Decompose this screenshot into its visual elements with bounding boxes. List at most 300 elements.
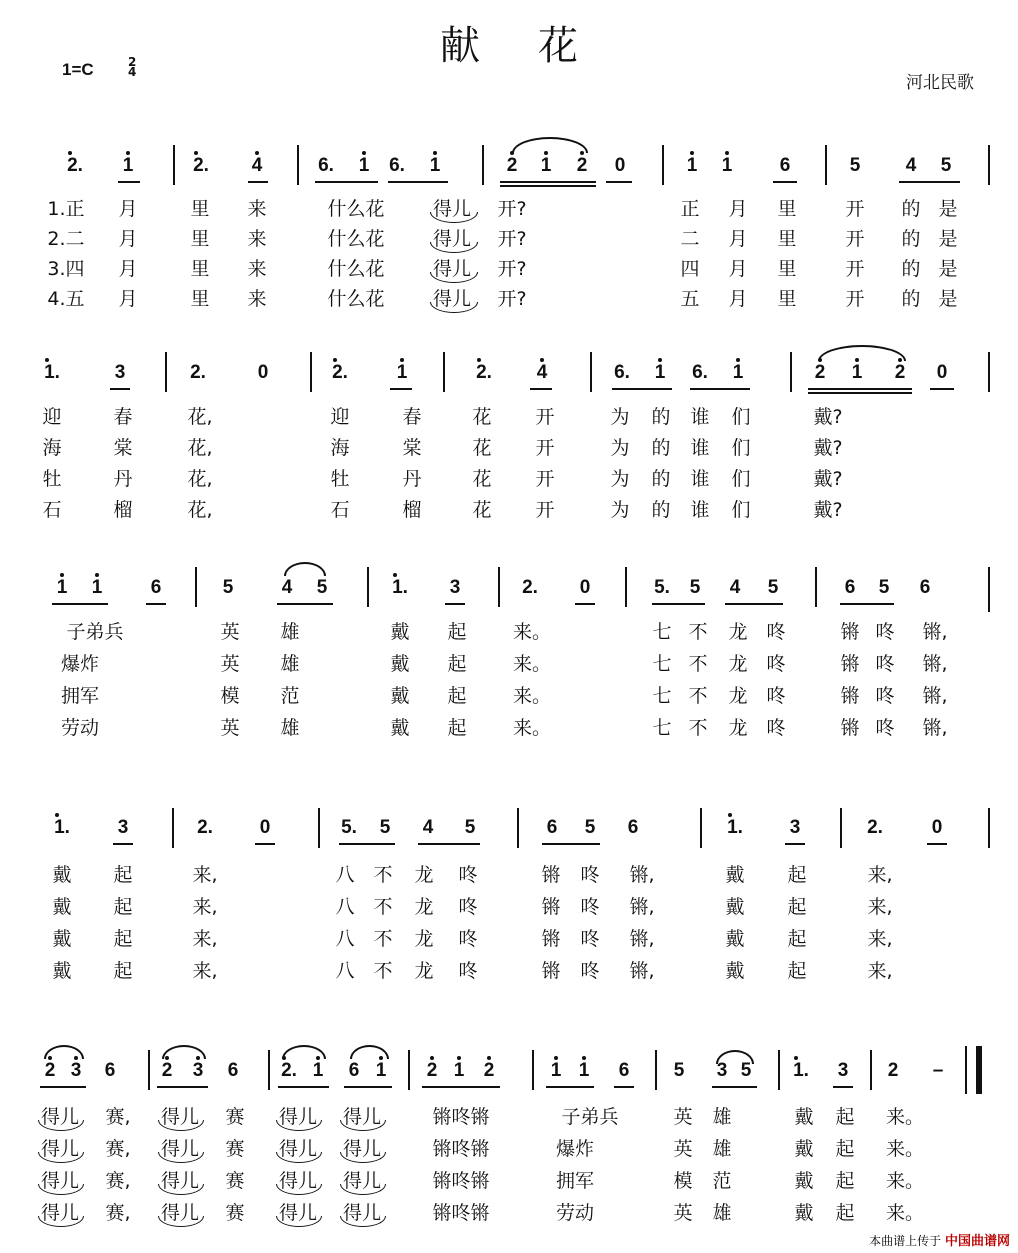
lyric: 起 [787, 864, 807, 886]
note: 1 [578, 1060, 590, 1081]
lyric: 戴 [52, 864, 72, 886]
lyric: 龙 [728, 653, 748, 675]
lyric: 丹 [402, 468, 422, 490]
note: 6. [389, 155, 405, 176]
lyric-slur [38, 1216, 84, 1227]
lyric: 得儿 [432, 288, 472, 310]
lyric: 赛 [225, 1106, 245, 1128]
lyric: 们 [731, 499, 751, 521]
time-signature-bottom: 4 [128, 65, 137, 79]
lyric: 锵 [840, 685, 860, 707]
lyric: 模 [673, 1170, 693, 1192]
note: 1 [396, 362, 408, 383]
lyric: 月 [118, 258, 138, 280]
note: 6 [844, 577, 856, 598]
lyric: 咚 [580, 960, 600, 982]
lyric: 来, [867, 928, 893, 950]
lyric: 为 [610, 406, 630, 428]
lyric: 迎 [330, 406, 350, 428]
note: 1 [851, 362, 863, 383]
note: 5 [689, 577, 701, 598]
barline [976, 1046, 982, 1094]
lyric: 来, [192, 896, 218, 918]
lyric: 是 [938, 288, 958, 310]
octave-dot [582, 1056, 586, 1060]
lyric: 棠 [113, 437, 133, 459]
lyric: 咚 [875, 685, 895, 707]
lyric: 咚 [766, 621, 786, 643]
barline [367, 567, 369, 607]
lyric: 戴? [813, 406, 843, 428]
note: 0 [931, 817, 943, 838]
lyric: 咚 [580, 864, 600, 886]
octave-dot [255, 151, 259, 155]
lyric: 范 [280, 685, 300, 707]
underline [808, 388, 912, 390]
lyric: 来, [192, 864, 218, 886]
underline [52, 603, 108, 605]
note: 3 [114, 362, 126, 383]
lyric: 来 [247, 288, 267, 310]
underline [808, 392, 912, 394]
note: 6 [150, 577, 162, 598]
underline [157, 1086, 208, 1088]
lyric: 戴 [390, 685, 410, 707]
lyric: 范 [712, 1170, 732, 1192]
lyric-slur [430, 302, 478, 313]
note: 5. [341, 817, 357, 838]
note: 1 [686, 155, 698, 176]
underline [546, 1086, 594, 1088]
underline [542, 843, 600, 845]
note: 3 [449, 577, 461, 598]
lyric: 咚 [766, 685, 786, 707]
octave-dot [126, 151, 130, 155]
note: 1. [392, 577, 408, 598]
lyric: 起 [447, 717, 467, 739]
lyric: 八 [335, 960, 355, 982]
lyric: 春 [402, 406, 422, 428]
lyric-slur [276, 1152, 322, 1163]
lyric: 锵, [922, 685, 948, 707]
lyric: 不 [373, 960, 393, 982]
lyric: 开 [845, 198, 865, 220]
lyric: 春 [113, 406, 133, 428]
lyric-slur [340, 1216, 386, 1227]
barline [700, 808, 702, 848]
lyric: 不 [688, 653, 708, 675]
lyric: 得儿 [278, 1202, 318, 1224]
lyric: 锵 [541, 928, 561, 950]
lyric: 咚 [458, 960, 478, 982]
octave-dot [194, 151, 198, 155]
lyric: 的 [901, 288, 921, 310]
lyric: 4.五 [47, 288, 85, 310]
lyric: 戴 [725, 896, 745, 918]
octave-dot [393, 573, 397, 577]
lyric: 是 [938, 228, 958, 250]
note: 4 [729, 577, 741, 598]
lyric: 英 [673, 1106, 693, 1128]
note: 6 [546, 817, 558, 838]
note: 2. [67, 155, 83, 176]
note: 1 [721, 155, 733, 176]
lyric: 雄 [712, 1106, 732, 1128]
lyric: 榴 [402, 499, 422, 521]
note: 6 [618, 1060, 630, 1081]
note: 1 [540, 155, 552, 176]
lyric: 里 [190, 228, 210, 250]
lyric-slur [430, 212, 478, 223]
lyric: 来。 [512, 717, 552, 739]
lyric: 英 [673, 1202, 693, 1224]
lyric: 开 [845, 258, 865, 280]
lyric: 起 [447, 621, 467, 643]
note: 1 [654, 362, 666, 383]
lyric: 戴 [725, 928, 745, 950]
underline [315, 181, 378, 183]
lyric: 月 [118, 228, 138, 250]
lyric: 的 [901, 198, 921, 220]
time-signature-top: 2 [128, 55, 137, 69]
lyric: 得儿 [160, 1202, 200, 1224]
lyric: 雄 [280, 653, 300, 675]
lyric: 赛, [105, 1202, 131, 1224]
underline [606, 181, 632, 183]
time-signature [128, 57, 136, 77]
lyric: 戴 [390, 621, 410, 643]
underline [40, 1086, 86, 1088]
note: 1 [732, 362, 744, 383]
underline [278, 1086, 329, 1088]
lyric: 戴? [813, 468, 843, 490]
lyric: 不 [373, 928, 393, 950]
note: 4 [281, 577, 293, 598]
lyric-slur [38, 1120, 84, 1131]
underline [773, 181, 797, 183]
lyric-slur [430, 272, 478, 283]
barline [318, 808, 320, 848]
lyric: 起 [835, 1170, 855, 1192]
underline [248, 181, 268, 183]
lyric: 不 [688, 621, 708, 643]
lyric: 为 [610, 468, 630, 490]
note: 1. [44, 362, 60, 383]
octave-dot [60, 573, 64, 577]
lyric: 锵咚锵 [432, 1170, 490, 1192]
note: 5 [222, 577, 234, 598]
lyric: 锵 [840, 621, 860, 643]
octave-dot [658, 358, 662, 362]
lyric: 模 [220, 685, 240, 707]
barline [498, 567, 500, 607]
lyric: 的 [901, 258, 921, 280]
lyric-slur [158, 1184, 204, 1195]
lyric: 咚 [875, 653, 895, 675]
lyric: 得儿 [40, 1170, 80, 1192]
note: 2. [190, 362, 206, 383]
lyric: 的 [651, 437, 671, 459]
note: 6. [318, 155, 334, 176]
note: 3 [837, 1060, 849, 1081]
octave-dot [487, 1056, 491, 1060]
underline [530, 388, 552, 390]
barline [988, 145, 990, 185]
lyric: 锵 [541, 960, 561, 982]
note: 4 [422, 817, 434, 838]
note: 1 [91, 577, 103, 598]
lyric: 正 [680, 198, 700, 220]
lyric: 来 [247, 198, 267, 220]
lyric: 来, [192, 928, 218, 950]
note: 3 [192, 1060, 204, 1081]
lyric: 锵咚锵 [432, 1106, 490, 1128]
lyric: 锵 [541, 864, 561, 886]
footer-brand: 中国曲谱网 [944, 1234, 1010, 1249]
lyric: 咚 [458, 928, 478, 950]
lyric: 不 [688, 685, 708, 707]
lyric-slur [340, 1152, 386, 1163]
lyric: 来。 [512, 653, 552, 675]
lyric: 锵, [922, 621, 948, 643]
lyric: 锵, [922, 717, 948, 739]
note: 2. [193, 155, 209, 176]
note: 1 [122, 155, 134, 176]
lyric: 赛, [105, 1170, 131, 1192]
underline [833, 1086, 853, 1088]
key-signature: 1=C [62, 60, 94, 79]
lyric: 石 [330, 499, 350, 521]
barline [655, 1050, 657, 1090]
lyric: 来, [867, 864, 893, 886]
note: 2 [44, 1060, 56, 1081]
lyric: 开 [535, 437, 555, 459]
lyric-slur [276, 1216, 322, 1227]
underline [418, 843, 480, 845]
lyric: 得儿 [432, 258, 472, 280]
note: 5 [849, 155, 861, 176]
lyric: 雄 [712, 1202, 732, 1224]
underline [422, 1086, 500, 1088]
note: 2 [506, 155, 518, 176]
site-footer [869, 1230, 1010, 1249]
lyric: 拥军 [60, 685, 100, 707]
lyric-slur [158, 1120, 204, 1131]
lyric: 戴 [725, 960, 745, 982]
note: 3 [716, 1060, 728, 1081]
octave-dot [95, 573, 99, 577]
lyric: 龙 [414, 928, 434, 950]
lyric: 雄 [280, 717, 300, 739]
lyric: 赛, [105, 1106, 131, 1128]
lyric: 迎 [42, 406, 62, 428]
lyric: 牡 [330, 468, 350, 490]
note: 6 [104, 1060, 116, 1081]
lyric: 英 [220, 717, 240, 739]
lyric: 咚 [766, 717, 786, 739]
lyric: 锵, [629, 928, 655, 950]
lyric: 来, [867, 896, 893, 918]
underline [445, 603, 465, 605]
lyric: 来。 [885, 1202, 925, 1224]
lyric: 戴 [794, 1170, 814, 1192]
barline [482, 145, 484, 185]
octave-dot [400, 358, 404, 362]
lyric: 来。 [885, 1170, 925, 1192]
lyric: 得儿 [278, 1138, 318, 1160]
lyric: 来, [867, 960, 893, 982]
lyric: 得儿 [342, 1138, 382, 1160]
barline [408, 1050, 410, 1090]
note: 3 [789, 817, 801, 838]
lyric: 的 [651, 499, 671, 521]
barline [988, 352, 990, 392]
lyric: 劳动 [555, 1202, 595, 1224]
note: 2 [887, 1060, 899, 1081]
lyric: 戴 [794, 1202, 814, 1224]
lyric-slur [430, 242, 478, 253]
barline [195, 567, 197, 607]
note: 1 [375, 1060, 387, 1081]
lyric: 花 [472, 499, 492, 521]
lyric: 得儿 [40, 1106, 80, 1128]
lyric: 来。 [512, 621, 552, 643]
lyric: 咚 [580, 896, 600, 918]
note: 4 [251, 155, 263, 176]
underline [652, 603, 705, 605]
note: 2 [576, 155, 588, 176]
lyric: 花 [472, 468, 492, 490]
lyric: 月 [118, 198, 138, 220]
lyric: 起 [787, 896, 807, 918]
lyric: 里 [190, 288, 210, 310]
tie-slur [162, 1045, 206, 1059]
lyric: 赛 [225, 1138, 245, 1160]
lyric: 锵, [922, 653, 948, 675]
underline [344, 1086, 392, 1088]
lyric: 七 [652, 621, 672, 643]
lyric: 八 [335, 864, 355, 886]
lyric: 戴 [794, 1138, 814, 1160]
lyric: 锵 [840, 653, 860, 675]
lyric: 开 [535, 499, 555, 521]
lyric: 得儿 [278, 1106, 318, 1128]
lyric: 锵咚锵 [432, 1202, 490, 1224]
octave-dot [362, 151, 366, 155]
barline [825, 145, 827, 185]
lyric: 开? [497, 198, 527, 220]
octave-dot [725, 151, 729, 155]
lyric-slur [158, 1216, 204, 1227]
underline [690, 388, 750, 390]
lyric: 是 [938, 258, 958, 280]
note: 5 [740, 1060, 752, 1081]
note: 5 [767, 577, 779, 598]
barline [840, 808, 842, 848]
lyric: 起 [113, 864, 133, 886]
underline [614, 1086, 634, 1088]
note: 4 [905, 155, 917, 176]
lyric-slur [276, 1184, 322, 1195]
lyric: 2.二 [47, 228, 85, 250]
lyric: 咚 [458, 896, 478, 918]
lyric: 劳动 [60, 717, 100, 739]
note: 2. [522, 577, 538, 598]
lyric-slur [340, 1184, 386, 1195]
lyric: 不 [688, 717, 708, 739]
barline [443, 352, 445, 392]
lyric: 什么花 [327, 288, 385, 310]
lyric: 爆炸 [555, 1138, 595, 1160]
underline [277, 603, 333, 605]
lyric: 海 [330, 437, 350, 459]
lyric: 谁 [690, 437, 710, 459]
lyric: 赛 [225, 1170, 245, 1192]
lyric: 锵, [629, 960, 655, 982]
octave-dot [736, 358, 740, 362]
lyric: 里 [777, 258, 797, 280]
lyric: 龙 [728, 717, 748, 739]
lyric: 的 [901, 228, 921, 250]
lyric: 二 [680, 228, 700, 250]
barline [965, 1046, 967, 1094]
lyric: 月 [728, 288, 748, 310]
lyric: 赛 [225, 1202, 245, 1224]
lyric: 八 [335, 928, 355, 950]
note: 6 [779, 155, 791, 176]
note: 1 [312, 1060, 324, 1081]
barline [988, 567, 990, 612]
lyric: 开? [497, 228, 527, 250]
lyric: 得儿 [278, 1170, 318, 1192]
lyric: 花 [472, 437, 492, 459]
lyric: 里 [777, 288, 797, 310]
octave-dot [457, 1056, 461, 1060]
lyric: 雄 [712, 1138, 732, 1160]
barline [165, 352, 167, 392]
note: 0 [257, 362, 269, 383]
tie-slur [818, 345, 906, 361]
note: 0 [259, 817, 271, 838]
lyric: 龙 [728, 685, 748, 707]
lyric: 起 [835, 1138, 855, 1160]
lyric: 龙 [414, 864, 434, 886]
underline [390, 388, 412, 390]
underline [113, 843, 133, 845]
lyric: 起 [835, 1106, 855, 1128]
note: 0 [579, 577, 591, 598]
note: 5 [878, 577, 890, 598]
octave-dot [690, 151, 694, 155]
lyric: 起 [835, 1202, 855, 1224]
note: 5. [654, 577, 670, 598]
note: 1 [56, 577, 68, 598]
lyric: 咚 [875, 717, 895, 739]
note: 1. [54, 817, 70, 838]
barline [988, 808, 990, 848]
note: 1 [550, 1060, 562, 1081]
lyric: 拥军 [555, 1170, 595, 1192]
lyric: 咚 [458, 864, 478, 886]
lyric: 爆炸 [60, 653, 100, 675]
footer-text: 本曲谱上传于 [869, 1234, 942, 1248]
underline [255, 843, 275, 845]
lyric: 起 [113, 896, 133, 918]
lyric: 不 [373, 864, 393, 886]
note: 5 [673, 1060, 685, 1081]
lyric: 是 [938, 198, 958, 220]
note: 5 [379, 817, 391, 838]
